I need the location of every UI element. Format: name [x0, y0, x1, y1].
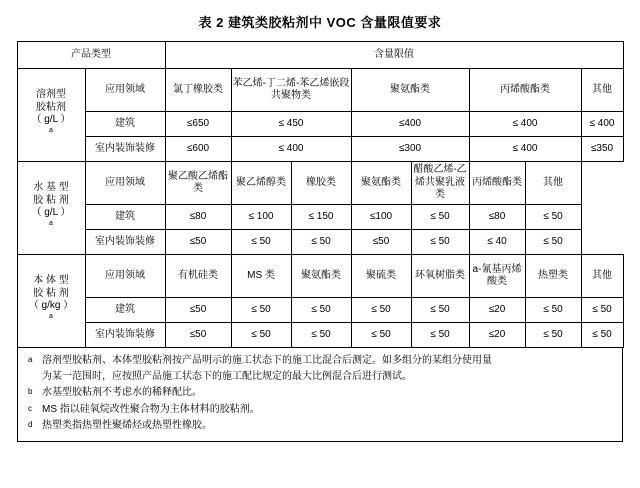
cell-value: ≤ 100: [231, 205, 291, 230]
cell-value: ≤50: [165, 298, 231, 323]
header-limit: 含量限值: [165, 42, 623, 69]
voc-limits-table: [17, 41, 624, 348]
footnote-marker: b: [28, 387, 33, 396]
cell-value: ≤ 50: [411, 230, 469, 255]
field-label-application-area: 应用领域: [85, 162, 165, 205]
table-row: [17, 42, 623, 69]
cell-value: ≤ 50: [411, 298, 469, 323]
column-header: 聚氨酯类: [351, 69, 469, 112]
footnote-item: [28, 418, 612, 434]
footnote-text: MS 指以硅氧烷改性聚合物为主体材料的胶粘剂。: [42, 403, 260, 415]
row-label: 建筑: [85, 205, 165, 230]
cell-value: ≤ 400: [581, 112, 623, 137]
category-footnote-mark: a: [49, 312, 53, 320]
cell-value: ≤ 50: [525, 323, 581, 348]
table-row: [17, 69, 623, 112]
footnote-item: [28, 385, 612, 401]
category-footnote-mark: a: [49, 219, 53, 227]
footnote-text: 热塑类指热塑性聚烯烃或热塑性橡胶。: [42, 420, 212, 431]
column-header: 醋酸乙烯-乙烯共聚乳液类: [411, 162, 469, 205]
category-line: 本 体 型: [33, 275, 69, 287]
table-row: [17, 162, 623, 205]
cell-value: ≤20: [469, 323, 525, 348]
cell-value: ≤ 50: [351, 298, 411, 323]
category-bulk-type: [17, 255, 85, 348]
table-caption: 表 2 建筑类胶粘剂中 VOC 含量限值要求: [198, 15, 442, 30]
category-line: （ g/L ）: [31, 114, 71, 126]
cell-value: ≤400: [351, 112, 469, 137]
footnote-text: [42, 353, 612, 384]
cell-value: ≤ 50: [291, 298, 351, 323]
column-header: 热塑类: [525, 255, 581, 298]
column-header: 丙烯酸酯类: [469, 162, 525, 205]
column-header: 其他: [525, 162, 581, 205]
cell-value: ≤50: [351, 230, 411, 255]
footnote-item: [28, 402, 612, 418]
row-label: 室内装饰装修: [85, 137, 165, 162]
table-row: [17, 112, 623, 137]
cell-value: ≤ 400: [231, 137, 351, 162]
header-product-type: 产品类型: [17, 42, 165, 69]
column-header: 其他: [581, 69, 623, 112]
row-label: 建筑: [85, 112, 165, 137]
cell-value: ≤ 50: [411, 323, 469, 348]
cell-value: ≤100: [351, 205, 411, 230]
table-footnotes: [17, 348, 623, 442]
column-header: 苯乙烯-丁二烯-苯乙烯嵌段共聚物类: [231, 69, 351, 112]
footnote-marker: c: [28, 403, 32, 413]
column-header: 橡胶类: [291, 162, 351, 205]
cell-value: ≤ 400: [469, 112, 581, 137]
column-header: 丙烯酸酯类: [469, 69, 581, 112]
row-label: 建筑: [85, 298, 165, 323]
category-footnote-mark: a: [49, 126, 53, 134]
column-header: 聚氨酯类: [291, 255, 351, 298]
cell-value: ≤ 150: [291, 205, 351, 230]
cell-value: ≤ 50: [525, 205, 581, 230]
category-water-based-type: [17, 162, 85, 255]
category-line: 水 基 型: [33, 182, 69, 194]
category-line: 胶粘剂: [36, 101, 66, 113]
cell-value: ≤ 400: [469, 137, 581, 162]
cell-value: ≤80: [469, 205, 525, 230]
cell-value: ≤ 50: [525, 298, 581, 323]
cell-value: ≤300: [351, 137, 469, 162]
category-line: （ g/L ）: [31, 207, 71, 219]
footnote-marker: a: [28, 355, 33, 364]
table-row: [17, 298, 623, 323]
footnote-item: [28, 353, 612, 384]
cell-value: ≤600: [165, 137, 231, 162]
field-label-application-area: 应用领域: [85, 255, 165, 298]
cell-value: ≤650: [165, 112, 231, 137]
document-page: [0, 12, 640, 488]
column-header: 聚氨酯类: [351, 162, 411, 205]
category-line: （ g/kg ）: [28, 300, 74, 312]
column-header: 聚乙烯醇类: [231, 162, 291, 205]
footnote-line-cont: 为某一范围时，应按照产品施工状态下的施工配比规定的最大比例混合后进行测试。: [42, 370, 412, 382]
table-row: [17, 137, 623, 162]
field-label-application-area: 应用领域: [85, 69, 165, 112]
cell-value: ≤ 40: [469, 230, 525, 255]
column-header: 有机硅类: [165, 255, 231, 298]
row-label: 室内装饰装修: [85, 323, 165, 348]
cell-value: ≤350: [581, 137, 623, 162]
row-label: 室内装饰装修: [85, 230, 165, 255]
footnote-marker: d: [28, 420, 33, 429]
cell-value: ≤ 50: [231, 230, 291, 255]
cell-value: ≤ 50: [231, 323, 291, 348]
cell-value: ≤ 50: [411, 205, 469, 230]
column-header: MS 类: [231, 255, 291, 298]
cell-value: ≤ 450: [231, 112, 351, 137]
category-solvent-type: [17, 69, 85, 162]
footnote-line: 溶剂型胶粘剂、本体型胶粘剂按产品明示的施工状态下的施工比混合后测定。如多组分的某组分使用量: [42, 355, 492, 366]
table-row: [17, 230, 623, 255]
cell-value: ≤ 50: [291, 323, 351, 348]
column-header: 氯丁橡胶类: [165, 69, 231, 112]
table-row: [17, 255, 623, 298]
column-header: 其他: [581, 255, 623, 298]
cell-value: ≤20: [469, 298, 525, 323]
column-header: 聚硫类: [351, 255, 411, 298]
category-line: 胶 粘 剂: [33, 194, 69, 206]
cell-value: ≤50: [165, 230, 231, 255]
cell-value: ≤ 50: [581, 323, 623, 348]
table-row: [17, 205, 623, 230]
cell-value: ≤ 50: [581, 298, 623, 323]
column-header: a-氰基丙烯酸类: [469, 255, 525, 298]
footnote-text: 水基型胶粘剂不考虑水的稀释配比。: [42, 387, 202, 398]
cell-value: ≤80: [165, 205, 231, 230]
column-header: 聚乙酸乙烯酯类: [165, 162, 231, 205]
table-row: [17, 323, 623, 348]
category-line: 胶 粘 剂: [33, 287, 69, 299]
cell-value: ≤ 50: [231, 298, 291, 323]
column-header: 环氧树脂类: [411, 255, 469, 298]
cell-value: ≤ 50: [351, 323, 411, 348]
category-line: 溶剂型: [36, 89, 66, 101]
cell-value: ≤50: [165, 323, 231, 348]
cell-value: ≤ 50: [291, 230, 351, 255]
cell-value: ≤ 50: [525, 230, 581, 255]
